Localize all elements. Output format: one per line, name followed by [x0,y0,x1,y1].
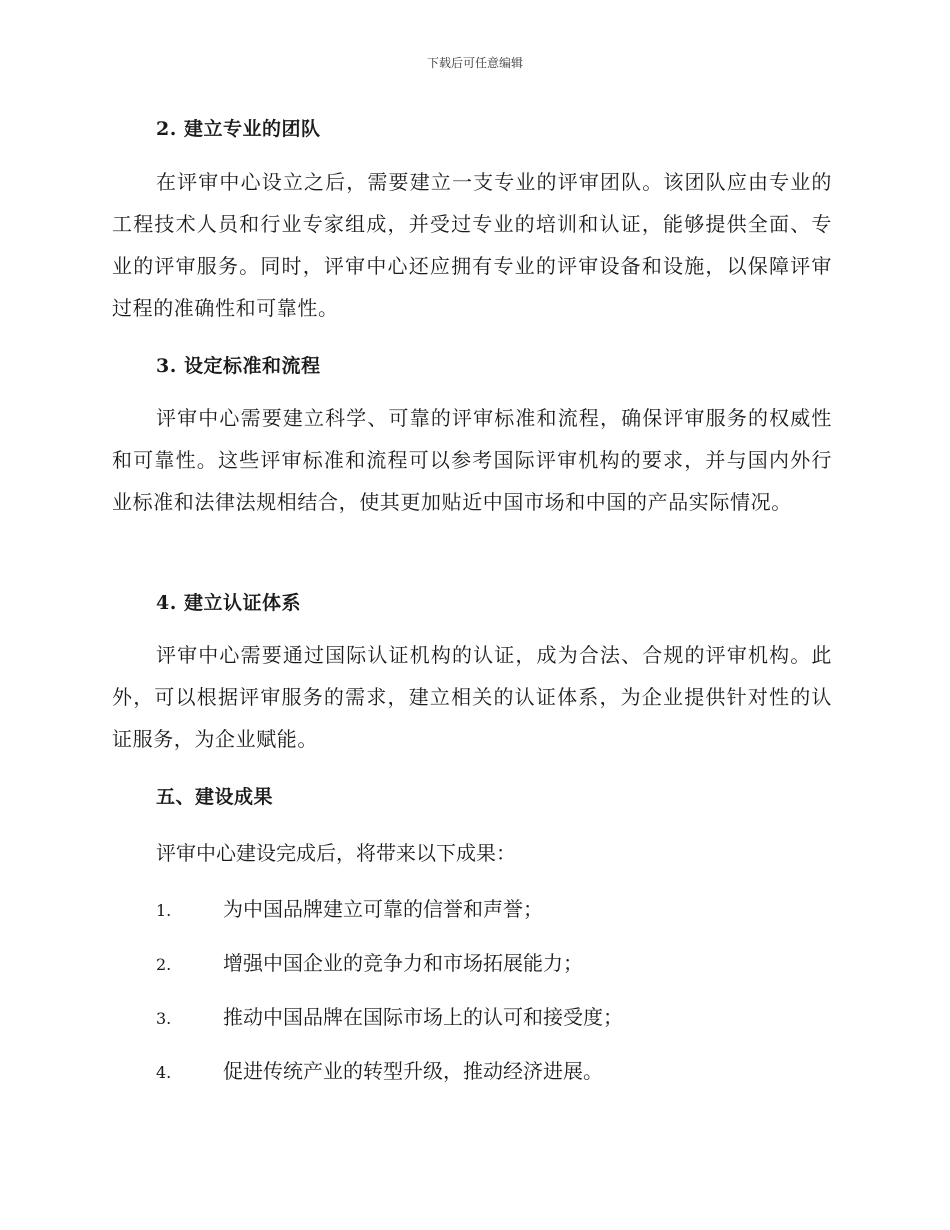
list-number: 3. [156,1009,172,1028]
section-5-intro: 评审中心建设完成后，将带来以下成果： [156,841,516,865]
list-number: 4. [156,1063,172,1082]
list-text: 增强中国企业的竞争力和市场拓展能力； [223,951,583,975]
list-item [156,1001,623,1030]
list-number: 2. [156,955,172,974]
section-3-heading: 3. 设定标准和流程 [156,355,321,377]
section-4-heading: 4. 建立认证体系 [156,592,301,614]
list-number: 1. [156,901,172,920]
page-header: 下载后可任意编辑 [426,56,523,70]
section-2-heading: 2. 建立专业的团队 [156,118,321,140]
section-4-paragraph: 评审中心需要通过国际认证机构的认证，成为合法、合规的评审机构。此外，可以根据评审服务的需求，建立相关的认证体系，为企业提供针对性的认证服务，为企业赋能。 [112,643,832,751]
list-item [156,1055,603,1084]
list-item [156,947,583,976]
list-text: 促进传统产业的转型升级，推动经济进展。 [223,1059,603,1083]
list-text: 推动中国品牌在国际市场上的认可和接受度； [223,1005,623,1029]
section-3-paragraph: 评审中心需要建立科学、可靠的评审标准和流程，确保评审服务的权威性和可靠性。这些评审标准和流程可以参考国际评审机构的要求，并与国内外行业标准和法律法规相结合，使其更加贴近中国市场和中国的产品实际情况。 [112,406,832,514]
list-item [156,893,543,922]
section-2-paragraph: 在评审中心设立之后，需要建立一支专业的评审团队。该团队应由专业的工程技术人员和行业专家组成，并受过专业的培训和认证，能够提供全面、专业的评审服务。同时，评审中心还应拥有专业的评审设备和设施，以保障评审过程的准确性和可靠性。 [112,170,832,320]
list-text: 为中国品牌建立可靠的信誉和声誉； [223,897,543,921]
section-5-heading: 五、建设成果 [156,786,274,808]
